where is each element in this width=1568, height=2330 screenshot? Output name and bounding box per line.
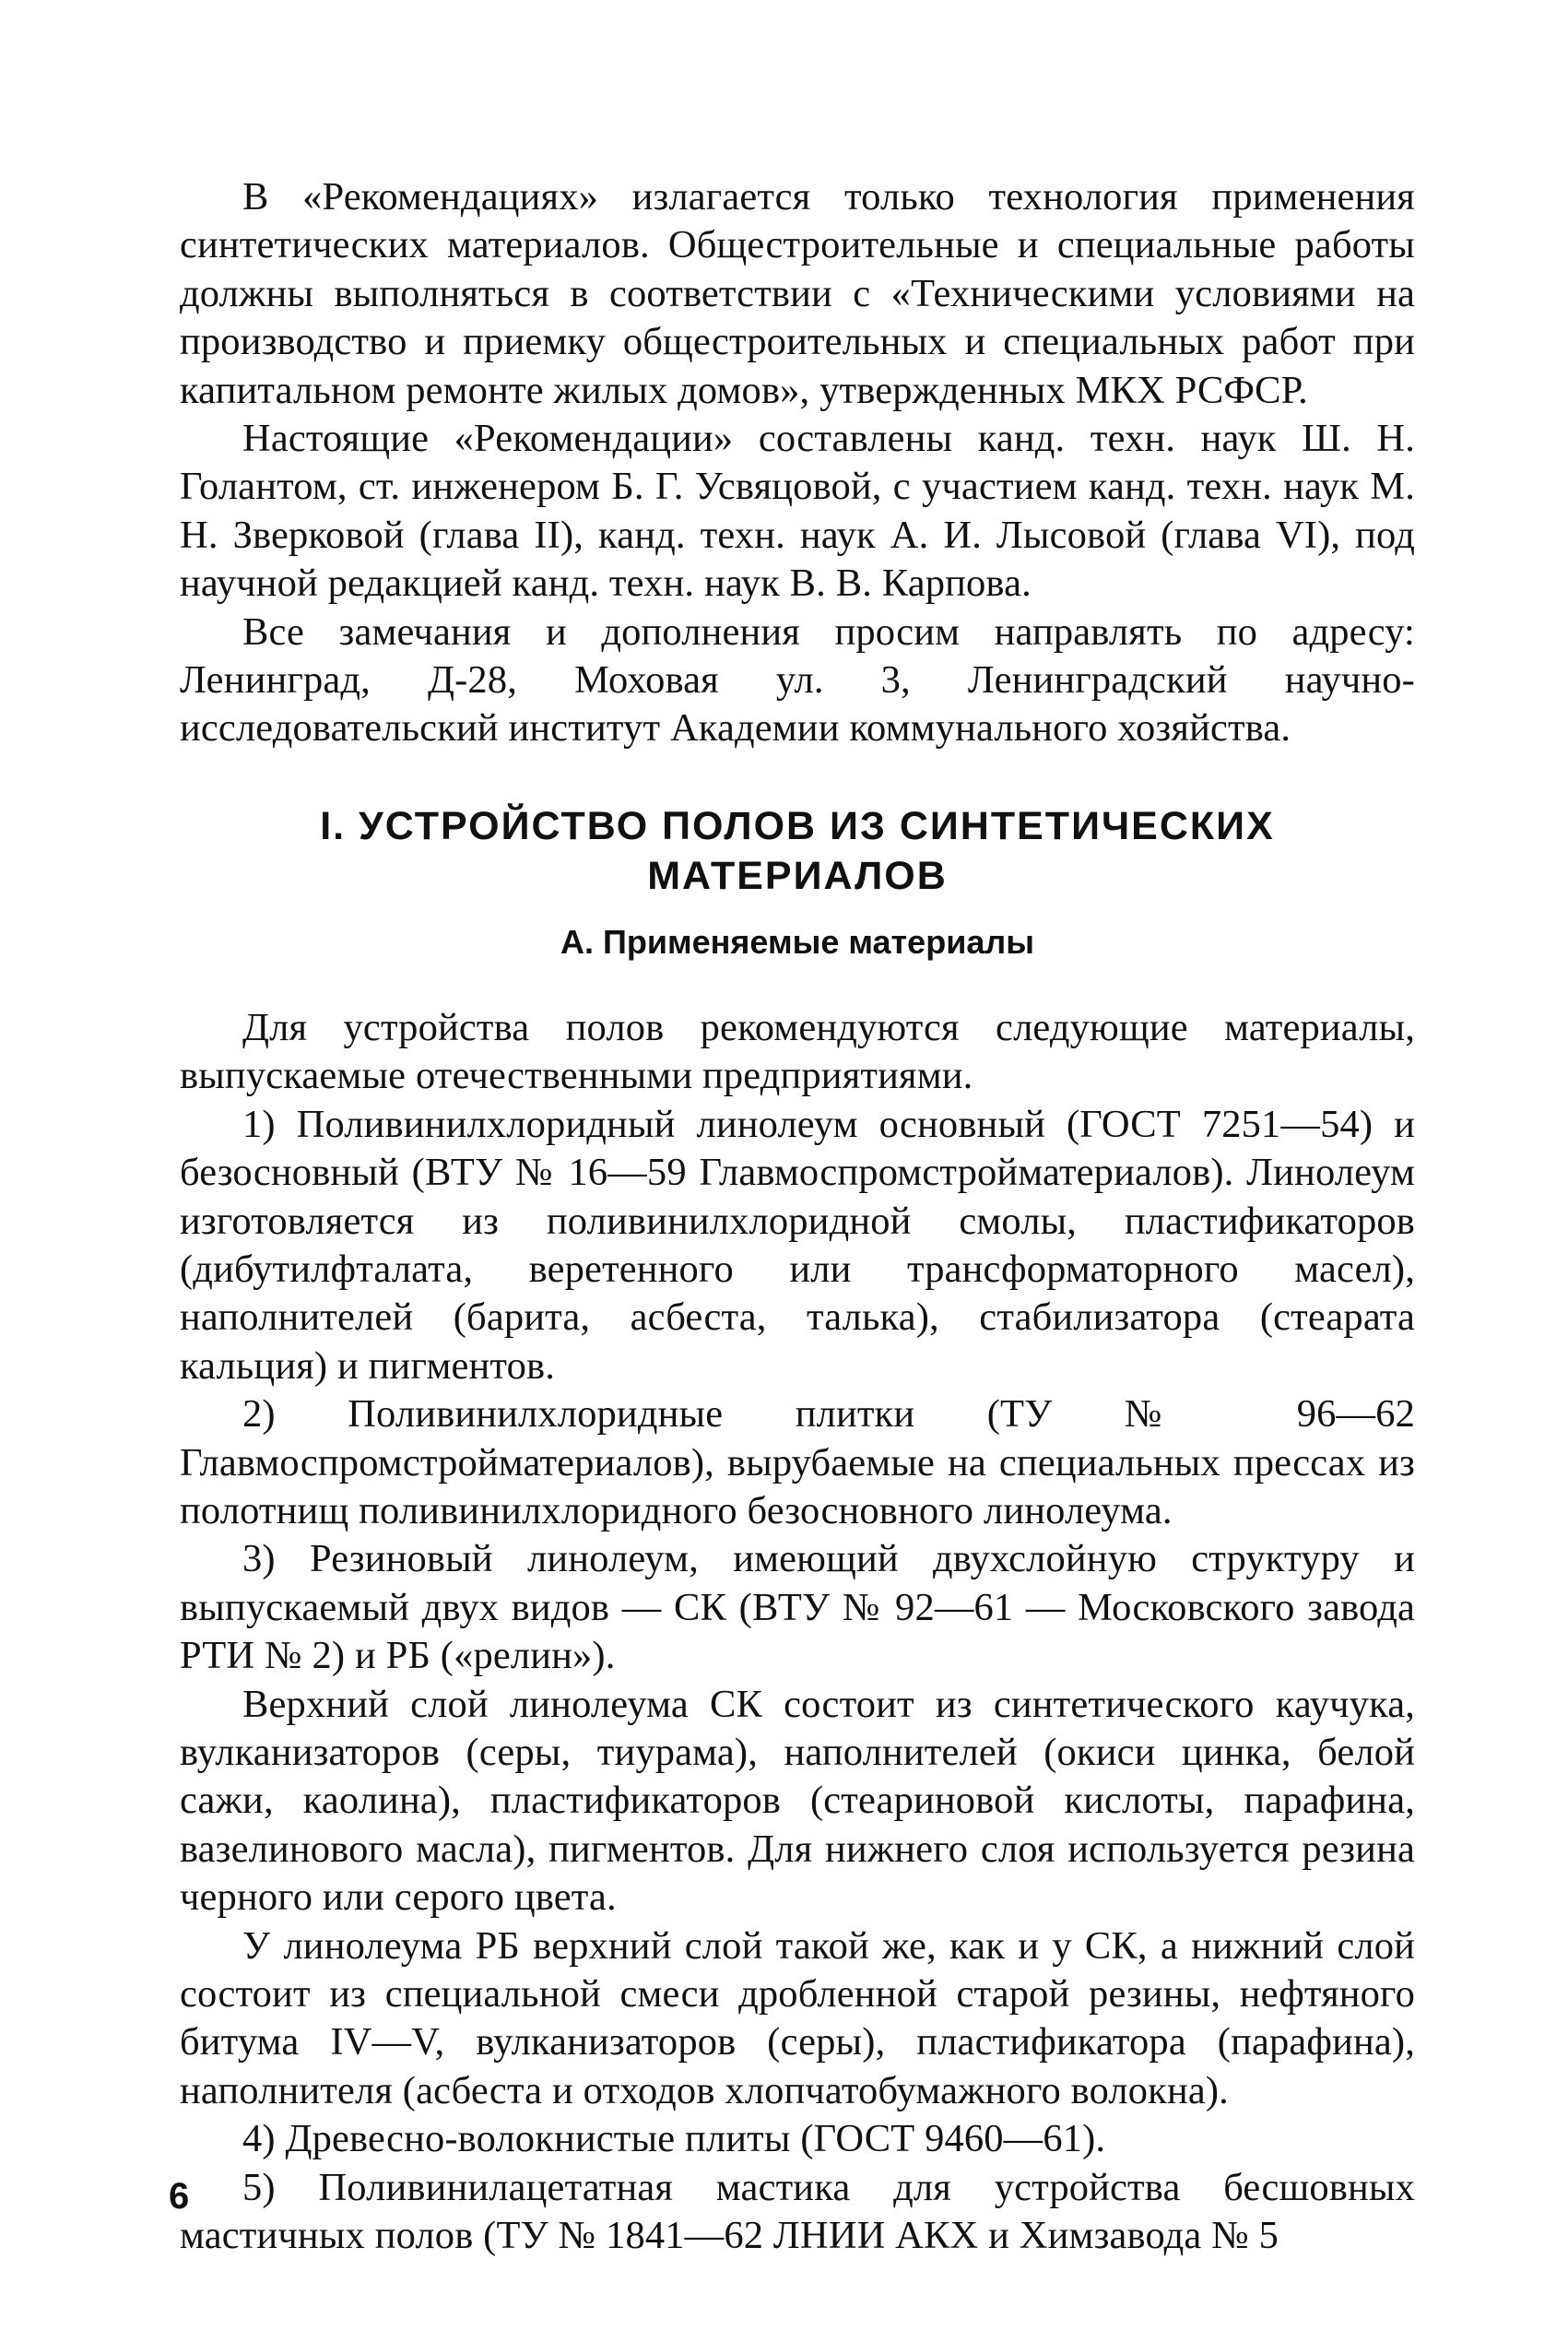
body-paragraph: 3) Резиновый линолеум, имеющий двухслойную структуру и выпускаемый двух видов — СК (ВТУ № 92—61 — Московского завода РТИ № 2) и РБ («релин»).: [180, 1537, 1415, 1678]
intro-paragraph: Все замечания и дополнения просим направлять по адресу: Ленинград, Д-28, Моховая ул. 3, Ленинградский научно-исследовательский институт Академии коммунального хозяйства.: [180, 609, 1415, 751]
intro-paragraph: В «Рекомендациях» излагается только технология применения синтетических материалов. Общестроительные и специальные работы должны выполняться в соответствии с «Техническими условиями на производство и приемку общестроительных и специальных работ при капитальном ремонте жилых домов», утвержденных МКХ РСФСР.: [180, 175, 1415, 412]
intro-paragraph: Настоящие «Рекомендации» составлены канд. техн. наук Ш. Н. Голантом, ст. инженером Б. Г. Усвяцовой, с участием канд. техн. наук М. Н. Зверковой (глава II), канд. техн. наук А. И. Лысовой (глава VI), под научной редакцией канд. техн. наук В. В. Карпова.: [180, 417, 1415, 606]
body-paragraph: У линолеума РБ верхний слой такой же, как и у СК, а нижний слой состоит из специальной смеси дробленной старой резины, нефтяного битума IV—V, вулканизаторов (серы), пластификатора (парафина), наполнителя (асбеста и отходов хлопчатобумажного волокна).: [180, 1923, 1415, 2112]
body-paragraph: Верхний слой линолеума СК состоит из синтетического каучука, вулканизаторов (серы, тиурама), наполнителей (окиси цинка, белой сажи, каолина), пластификаторов (стеариновой кислоты, парафина, вазелинового масла), пигментов. Для нижнего слоя используется резина черного или серого цвета.: [180, 1682, 1415, 1920]
page-number: 6: [169, 2176, 190, 2217]
body-paragraph: 1) Поливинилхлоридный линолеум основный (ГОСТ 7251—54) и безосновный (ВТУ № 16—59 Главмоспромстройматериалов). Линолеум изготовляется из поливинилхлоридной смолы, пластификаторов (дибутилфталата, веретенного или трансформаторного масел), наполнителей (барита, асбеста, талька), стабилизатора (стеарата кальция) и пигментов.: [180, 1102, 1415, 1388]
body-paragraph: 2) Поливинилхлоридные плитки (ТУ № 96—62 Главмоспромстройматериалов), вырубаемые на специальных прессах из полотнищ поливинилхлоридного безосновного линолеума.: [180, 1392, 1415, 1532]
body-paragraph: 5) Поливинилацетатная мастика для устройства бесшовных мастичных полов (ТУ № 1841—62 ЛНИИ АКХ и Химзавода № 5: [180, 2165, 1415, 2258]
section-title: А. Применяемые материалы: [560, 922, 1034, 961]
page-text: [180, 173, 1415, 2260]
chapter-title: I. УСТРОЙСТВО ПОЛОВ ИЗ СИНТЕТИЧЕСКИХ МАТЕРИАЛОВ: [320, 803, 1275, 898]
body-paragraph: Для устройства полов рекомендуются следующие материалы, выпускаемые отечественными предприятиями.: [180, 1005, 1415, 1098]
body-paragraph: 4) Древесно-волокнистые плиты (ГОСТ 9460—61).: [242, 2117, 1106, 2161]
